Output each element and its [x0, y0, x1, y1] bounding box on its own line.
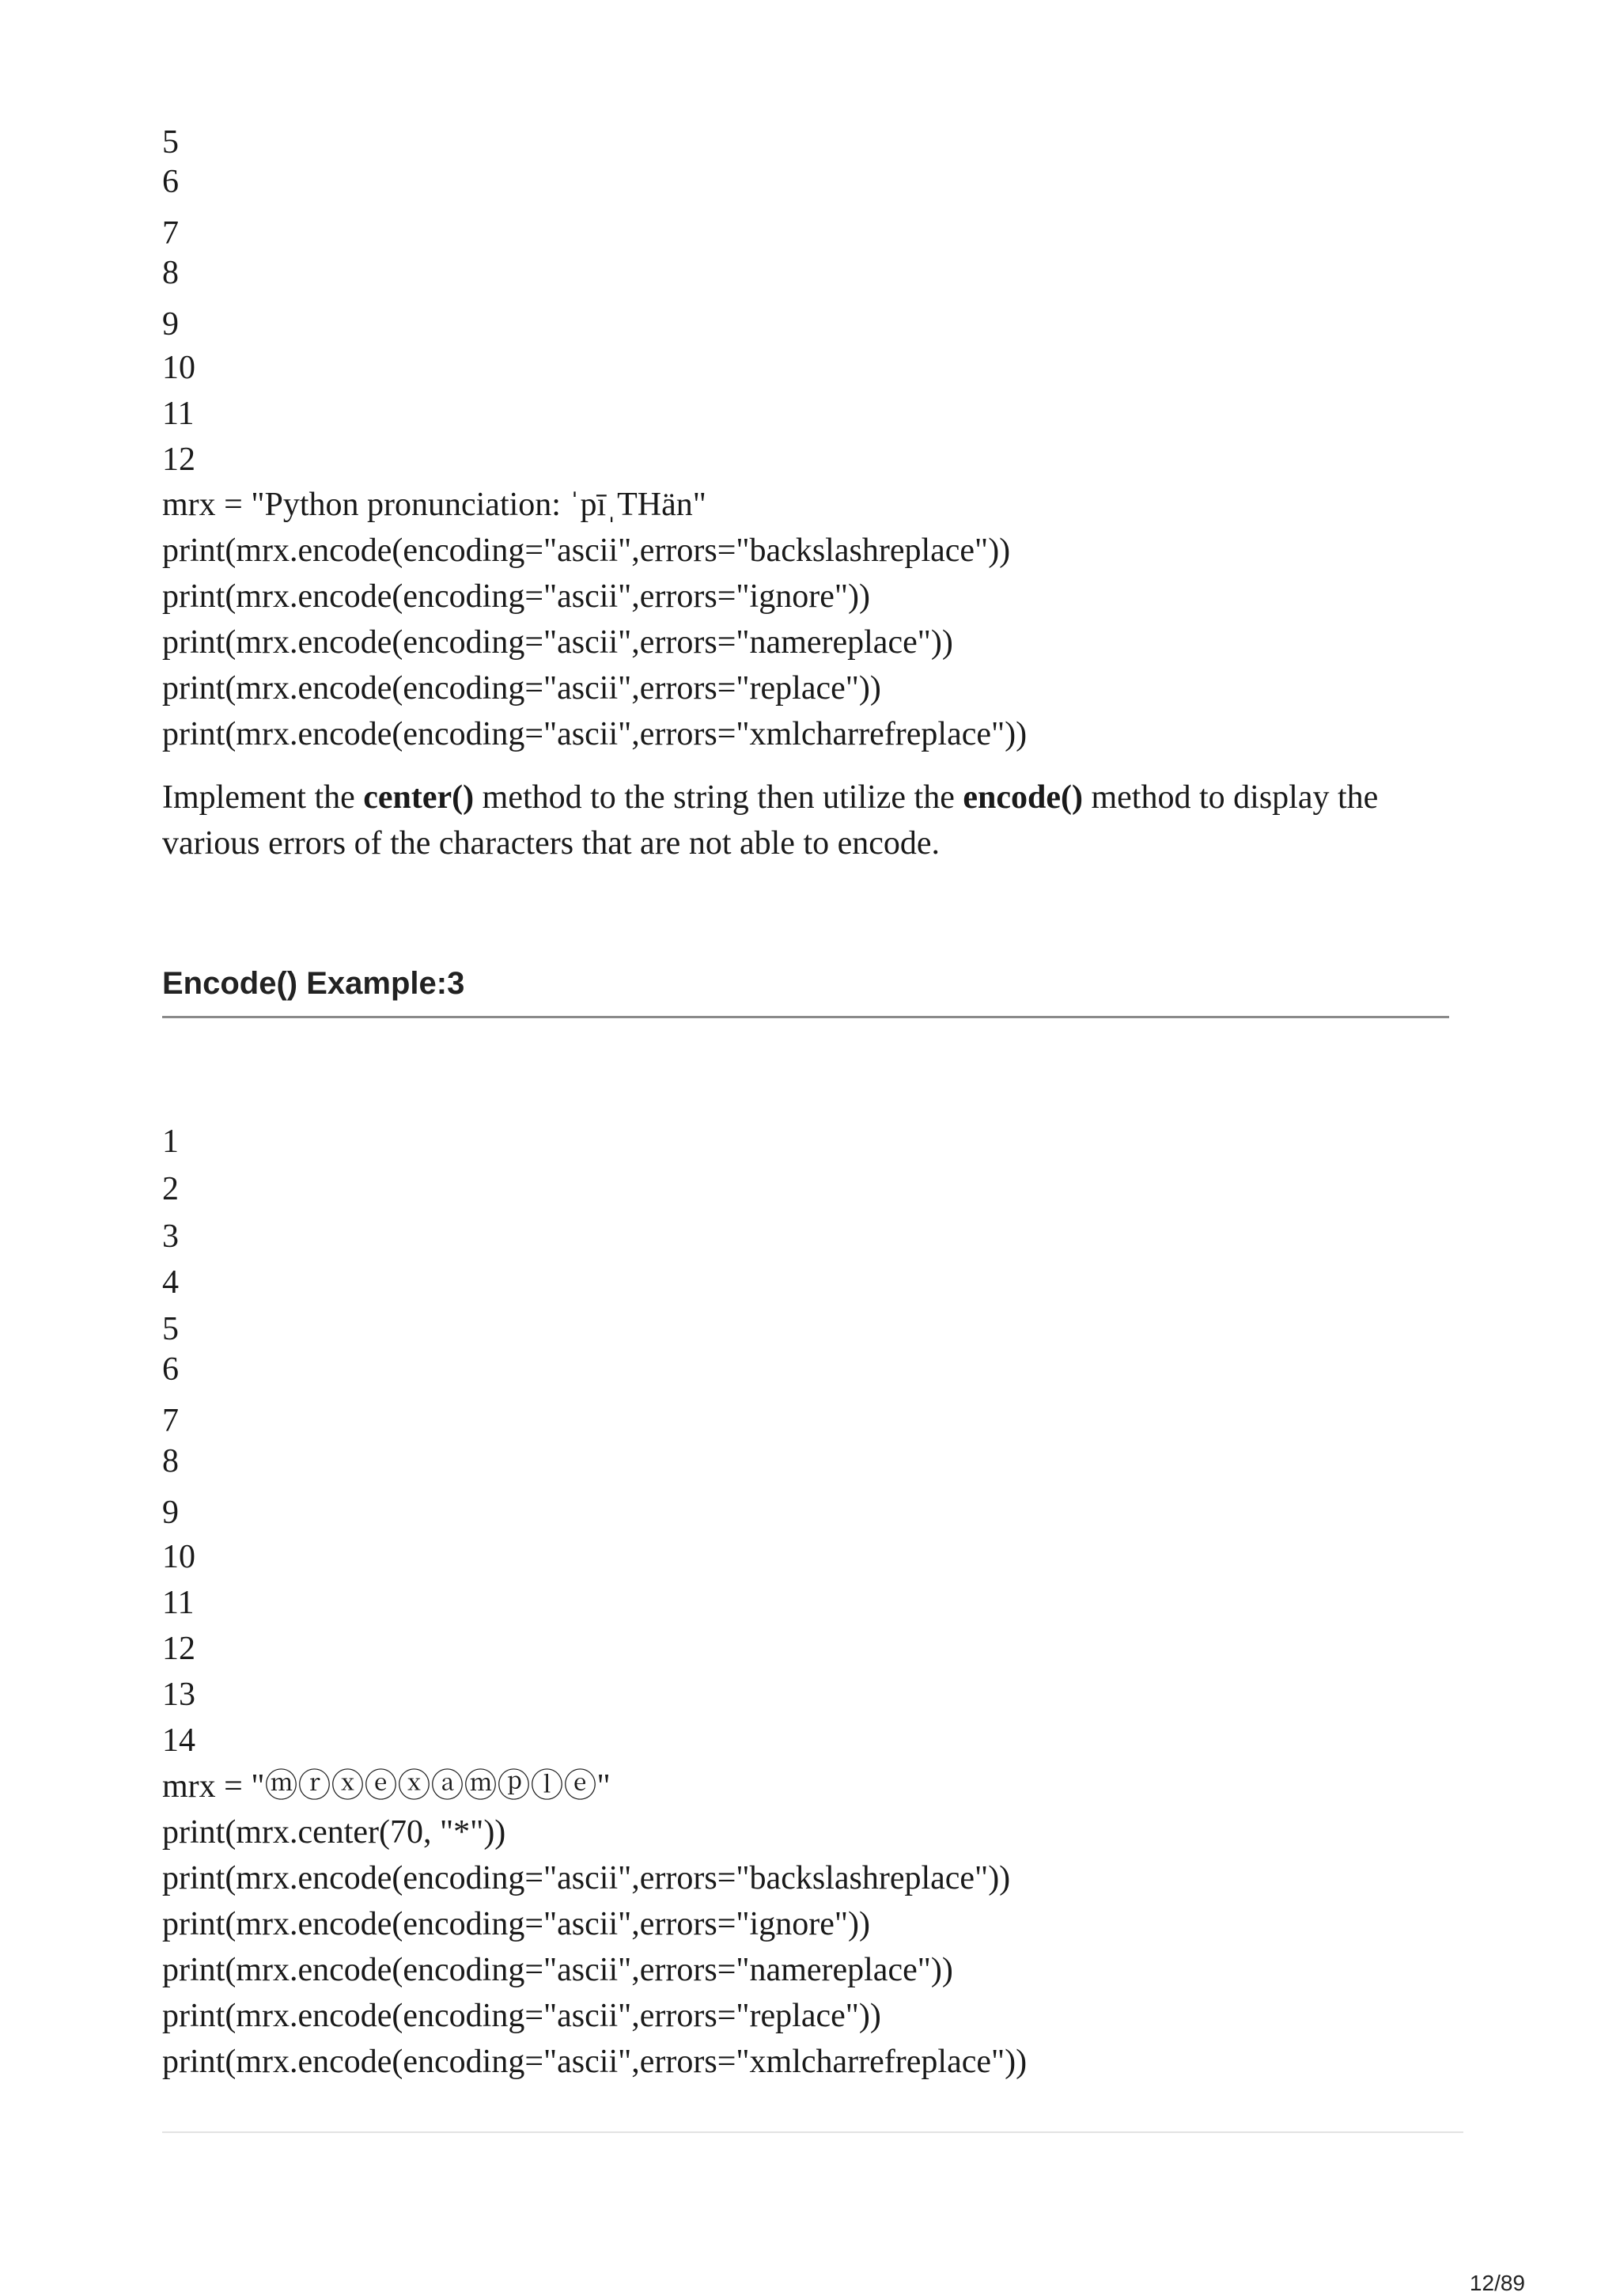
- code-line: print(mrx.encode(encoding="ascii",errors="xmlcharrefreplace")): [162, 2044, 1028, 2080]
- section-heading: Encode() Example:3: [162, 966, 465, 1001]
- line-number: 7: [162, 1403, 179, 1439]
- paragraph-text: method to the string then utilize the: [474, 779, 963, 816]
- code-line: print(mrx.encode(encoding="ascii",errors="replace")): [162, 1998, 881, 2034]
- line-number: 10: [162, 350, 195, 386]
- code-line: print(mrx.encode(encoding="ascii",errors="replace")): [162, 670, 881, 707]
- line-number: 14: [162, 1722, 195, 1759]
- bold-method-name: encode(): [963, 779, 1083, 816]
- line-number: 4: [162, 1264, 179, 1301]
- code-line: print(mrx.encode(encoding="ascii",errors="namereplace")): [162, 1952, 953, 1988]
- code-line: print(mrx.encode(encoding="ascii",errors="ignore")): [162, 1906, 870, 1942]
- code-line: mrx = "ⓜⓡⓧⓔⓧⓐⓜⓟⓛⓔ": [162, 1768, 611, 1805]
- line-number: 10: [162, 1539, 195, 1575]
- line-number: 3: [162, 1218, 179, 1255]
- description-paragraph: [162, 775, 1459, 866]
- code-line: print(mrx.encode(encoding="ascii",errors="ignore")): [162, 578, 870, 615]
- line-number: 13: [162, 1677, 195, 1713]
- line-number: 6: [162, 164, 179, 200]
- paragraph-text: method to display the various errors of the characters that are not able to encode.: [162, 779, 1379, 862]
- line-number: 2: [162, 1171, 179, 1207]
- code-line: mrx = "Python pronunciation: ˈpīˌTHän": [162, 487, 706, 523]
- line-number: 12: [162, 1631, 195, 1667]
- bold-method-name: center(): [363, 779, 475, 816]
- line-number: 5: [162, 124, 179, 161]
- line-number: 6: [162, 1351, 179, 1388]
- code-line: print(mrx.encode(encoding="ascii",errors="namereplace")): [162, 624, 953, 661]
- code-line: print(mrx.encode(encoding="ascii",errors="xmlcharrefreplace")): [162, 716, 1028, 752]
- page-number: 12/89: [1469, 2271, 1525, 2295]
- line-number: 11: [162, 396, 195, 432]
- line-number: 12: [162, 441, 195, 478]
- line-number: 1: [162, 1123, 179, 1160]
- code-line: print(mrx.encode(encoding="ascii",errors="backslashreplace")): [162, 532, 1011, 569]
- code-line: print(mrx.center(70, "*")): [162, 1814, 506, 1851]
- heading-divider: [162, 1016, 1449, 1018]
- line-number: 8: [162, 255, 179, 291]
- section-divider: [162, 2131, 1463, 2133]
- line-number: 11: [162, 1585, 195, 1621]
- paragraph-text: Implement the: [162, 779, 364, 816]
- code-line: print(mrx.encode(encoding="ascii",errors="backslashreplace")): [162, 1860, 1011, 1896]
- line-number: 9: [162, 1495, 179, 1531]
- line-number: 7: [162, 215, 179, 252]
- line-number: 5: [162, 1311, 179, 1347]
- line-number: 8: [162, 1443, 179, 1480]
- line-number: 9: [162, 306, 179, 343]
